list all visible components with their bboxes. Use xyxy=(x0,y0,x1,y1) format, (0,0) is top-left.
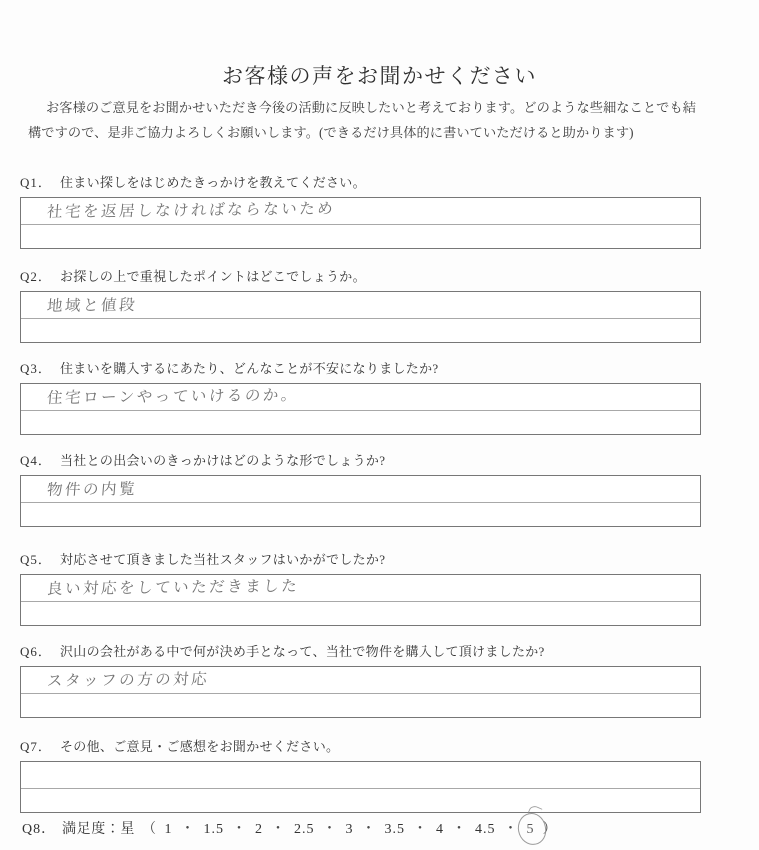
rating-close-paren: ） xyxy=(542,822,557,837)
question-text-q5: 対応させて頂きました当社スタッフはいかがでしたか? xyxy=(60,552,386,567)
intro-line-2: 構ですので、是非ご協力よろしくお願いします。(できるだけ具体的に書いていただけると助かります) xyxy=(28,125,634,140)
rating-separator: ・ xyxy=(322,822,338,837)
question-label-q4 xyxy=(20,450,701,469)
rating-separator: ・ xyxy=(413,822,428,837)
rating-option-5[interactable]: 5 xyxy=(526,822,536,838)
answer-divider-q6 xyxy=(21,693,700,694)
question-number-q3: Q3． xyxy=(20,361,52,376)
answer-divider-q2 xyxy=(21,318,700,319)
question-label-q3 xyxy=(20,358,701,377)
answer-box-q2[interactable] xyxy=(20,291,701,343)
rating-option-3[interactable]: 3 xyxy=(345,822,354,837)
answer-divider-q1 xyxy=(21,224,700,225)
question-number-q1: Q1． xyxy=(20,175,52,190)
question-block-q3 xyxy=(20,358,701,435)
question-text-q1: 住まい探しをはじめたきっかけを教えてください。 xyxy=(60,175,366,190)
answer-divider-q3 xyxy=(21,410,700,411)
answer-text-q5: 良い対応をしていただきました xyxy=(46,576,300,598)
page-title: お客様の声をお聞かせください xyxy=(222,64,537,88)
answer-text-q2: 地域と値段 xyxy=(46,295,138,315)
answer-box-q4[interactable] xyxy=(20,475,701,527)
rating-option-4[interactable]: 4 xyxy=(436,822,444,837)
question-label-q2 xyxy=(20,266,701,285)
rating-scale[interactable] xyxy=(164,822,536,837)
question-label-q6 xyxy=(20,641,701,660)
rating-separator: ・ xyxy=(180,822,196,837)
question-number-q6: Q6． xyxy=(20,644,52,659)
question-block-q4 xyxy=(20,450,701,527)
rating-separator: ・ xyxy=(232,822,247,837)
question-block-q6 xyxy=(20,641,701,718)
rating-option-2-5[interactable]: 2.5 xyxy=(294,822,315,837)
question-text-q4: 当社との出会いのきっかけはどのような形でしょうか? xyxy=(60,453,386,468)
question-number-q2: Q2． xyxy=(20,269,52,284)
rating-row-q8 xyxy=(22,818,564,838)
question-number-q5: Q5． xyxy=(20,552,52,567)
intro-paragraph xyxy=(28,95,731,145)
rating-separator: ・ xyxy=(271,822,286,837)
answer-text-q6: スタッフの方の対応 xyxy=(46,670,210,690)
answer-text-q3: 住宅ローンやっていけるのか。 xyxy=(46,385,300,407)
rating-separator: ・ xyxy=(452,822,467,837)
answer-text-q4: 物件の内覧 xyxy=(46,479,138,499)
question-block-q1 xyxy=(20,172,701,249)
rating-option-4-5[interactable]: 4.5 xyxy=(475,822,496,837)
answer-divider-q5 xyxy=(21,601,700,602)
question-text-q2: お探しの上で重視したポイントはどこでしょうか。 xyxy=(60,269,366,284)
question-block-q2 xyxy=(20,266,701,343)
rating-separator: ・ xyxy=(361,822,377,837)
question-number-q4: Q4． xyxy=(20,453,52,468)
rating-separator: ・ xyxy=(503,822,519,837)
question-label-q7 xyxy=(20,736,701,755)
question-number-q7: Q7． xyxy=(20,739,52,754)
rating-option-1-5[interactable]: 1.5 xyxy=(203,822,224,837)
question-block-q7 xyxy=(20,736,701,813)
question-block-q5 xyxy=(20,549,701,626)
question-text-q3: 住まいを購入するにあたり、どんなことが不安になりましたか? xyxy=(60,361,439,376)
rating-option-1[interactable]: 1 xyxy=(164,822,173,837)
question-label-q5 xyxy=(20,549,701,568)
question-number-q8: Q8． xyxy=(22,822,57,837)
answer-box-q7[interactable] xyxy=(20,761,701,813)
question-text-q6: 沢山の会社がある中で何が決め手となって、当社で物件を購入して頂けましたか? xyxy=(60,644,545,659)
answer-box-q5[interactable] xyxy=(20,574,701,626)
answer-text-q1: 社宅を返居しなければならないため xyxy=(46,199,336,221)
question-label-q1 xyxy=(20,172,701,191)
rating-open-paren: （ xyxy=(142,822,157,837)
question-text-q7: その他、ご意見・ご感想をお聞かせください。 xyxy=(60,739,340,754)
answer-text-q7 xyxy=(46,763,48,789)
answer-box-q1[interactable] xyxy=(20,197,701,249)
rating-label: 満足度：星 xyxy=(62,822,135,837)
rating-option-2[interactable]: 2 xyxy=(255,822,263,837)
answer-divider-q4 xyxy=(21,502,700,503)
intro-line-1: お客様のご意見をお聞かせいただき今後の活動に反映したいと考えております。どのような些細なことでも結 xyxy=(46,100,697,115)
answer-box-q6[interactable] xyxy=(20,666,701,718)
answer-divider-q7 xyxy=(21,788,700,789)
rating-option-3-5[interactable]: 3.5 xyxy=(384,822,405,837)
answer-box-q3[interactable] xyxy=(20,383,701,435)
